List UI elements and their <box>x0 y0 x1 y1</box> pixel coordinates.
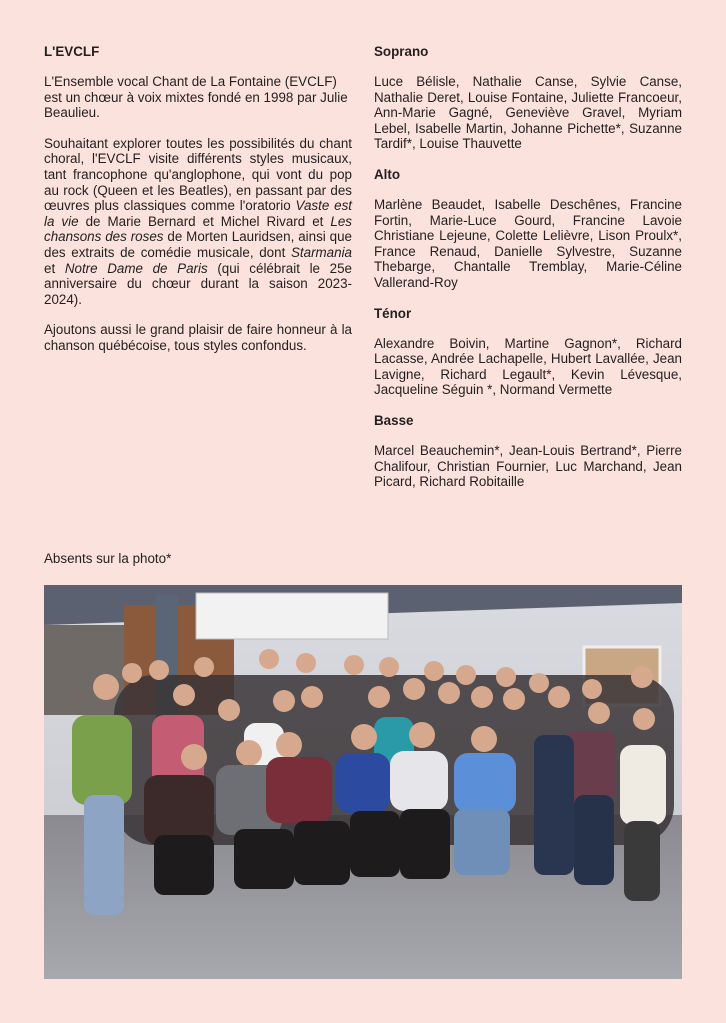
section-title-basse: Basse <box>374 412 414 428</box>
section-names-tenor: Alexandre Boivin, Martine Gagnon*, Richard Lacasse, Andrée Lachapelle, Hubert Lavallée, Jean Lavigne, Richard Legault*, Kevin Lévesque, Jacqueline Séguin *, Normand Vermette <box>374 335 682 398</box>
section-names-basse: Marcel Beauchemin*, Jean-Louis Bertrand*, Pierre Chalifour, Christian Fournier, Luc Marchand, Jean Picard, Richard Robitaille <box>374 442 682 490</box>
intro-p2-text-c: de Morten Lauridsen, ainsi que des extraits de comédie musicale, dont <box>44 229 352 260</box>
group-photo-illustration <box>44 585 682 979</box>
projection-screen <box>196 593 388 639</box>
left-wall-dark <box>44 625 124 715</box>
photo-caption: Absents sur la photo* <box>44 551 172 566</box>
section-names-soprano: Luce Bélisle, Nathalie Canse, Sylvie Canse, Nathalie Deret, Louise Fontaine, Juliette Francoeur, Ann-Marie Gagné, Geneviève Gravel, Myriam Lebel, Isabelle Martin, Johanne Pichette*, Suzanne Tardif*, Louise Thauvette <box>374 74 682 152</box>
voice-sections-column <box>374 44 682 505</box>
intro-p2-text-e: (qui célébrait le 25e anniversaire du chœur durant la saison 2023-2024). <box>44 260 353 307</box>
section-names-alto: Marlène Beaudet, Isabelle Deschênes, Francine Fortin, Marie-Luce Gourd, Francine Lavoie Christiane Lejeune, Colette Lelièvre, Lison Proulx*, France Renaud, Danielle Sylvestre, Suzanne Thebarge, Chantalle Tremblay, Marie-Céline Vallerand-Roy <box>374 196 682 290</box>
work-title-starmania: Starmania <box>290 244 352 260</box>
intro-paragraph-2 <box>44 136 352 308</box>
intro-p2-text-b: de Marie Bernard et Michel Rivard et <box>78 213 331 229</box>
intro-p2-text-d: et <box>44 260 65 276</box>
section-title-alto: Alto <box>374 166 401 182</box>
work-title-notre-dame-de-paris: Notre Dame de Paris <box>64 260 208 276</box>
intro-heading: L'EVCLF <box>44 44 100 59</box>
section-title-tenor: Ténor <box>374 305 412 321</box>
group-photo <box>44 585 682 979</box>
work-title-vaste-est-la-vie: Vaste est la vie <box>44 198 353 229</box>
intro-paragraph-3: Ajoutons aussi le grand plaisir de faire honneur à la chanson québécoise, tous styles confondus. <box>44 322 352 353</box>
intro-paragraph-1: L'Ensemble vocal Chant de La Fontaine (EVCLF) est un chœur à voix mixtes fondé en 1998 par Julie Beaulieu. <box>44 74 348 121</box>
section-title-soprano: Soprano <box>374 44 429 59</box>
work-title-chansons-des-roses: Les chansons des roses <box>44 213 352 245</box>
intro-p2-text-a: Souhaitant explorer toutes les possibilités du chant choral, l'EVCLF visite différents styles musicaux, tant francophone qu'anglophone, qui vont du pop au rock (Queen et les Beatles), en passant par des œuvres plus classiques comme l'oratorio <box>44 135 352 214</box>
intro-column <box>44 44 352 369</box>
